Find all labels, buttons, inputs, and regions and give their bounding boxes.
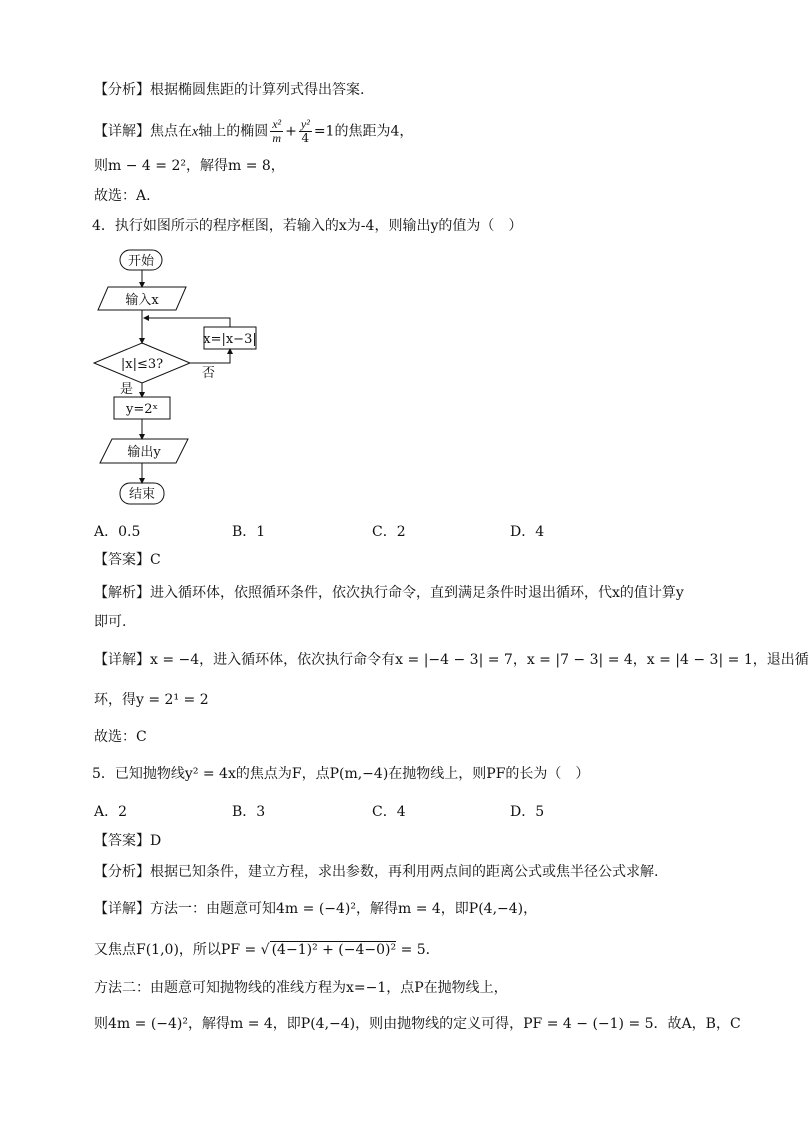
explanation-line: 【解析】进入循环体，依照循环条件，依次执行命令，直到满足条件时退出循环，代x的值计算y xyxy=(94,585,684,601)
answer-line: 【答案】C xyxy=(94,552,161,568)
detail-text: 轴上的椭圆 xyxy=(198,123,269,140)
fraction-numerator: x² xyxy=(272,117,282,131)
answer-line: 【答案】D xyxy=(94,833,162,849)
detail-line xyxy=(94,940,440,960)
detail-text: =1的焦距为4， xyxy=(313,123,414,140)
analysis-line: 【分析】根据已知条件，建立方程，求出参数，再利用两点间的距离公式或焦半径公式求解. xyxy=(94,864,659,880)
detail-text: 又焦点F(1,0)，所以PF = xyxy=(94,942,261,958)
choice-d: D．5 xyxy=(510,804,545,820)
explanation-line: 即可. xyxy=(94,614,127,630)
detail-line: 则m − 4 = 2²，解得m = 8， xyxy=(94,158,285,174)
fraction xyxy=(270,118,283,145)
no-branch-line xyxy=(190,349,230,363)
sqrt-sign: √ xyxy=(260,942,270,958)
output-label: 输出y xyxy=(127,445,161,460)
choice-c: C．4 xyxy=(372,804,406,820)
detail-line: 环，得y = 2¹ = 2 xyxy=(94,692,209,708)
choice-b: B．3 xyxy=(232,804,266,820)
choice-a: A．0.5 xyxy=(94,524,141,540)
sqrt-content: (4−1)² + (−4−0)² xyxy=(271,942,397,958)
detail-line: 【详解】方法一：由题意可知4m = (−4)²，解得m = 4，即P(4,−4)， xyxy=(94,901,538,917)
loop-back-line xyxy=(144,318,230,327)
flowchart xyxy=(92,247,257,513)
fraction xyxy=(299,118,312,145)
end-label: 结束 xyxy=(128,487,156,502)
detail-line: 【详解】焦点在x轴上的椭圆 $\frac{\text{x²}}{m}$ + $\frac{\text{y²}}{4}$ =1的焦距为4， xyxy=(94,117,414,145)
assign-label: y=2ˣ xyxy=(125,402,159,417)
question-4: 4．执行如图所示的程序框图，若输入的x为-4，则输出y的值为（ ） xyxy=(92,218,523,234)
input-label: 输入x xyxy=(125,293,159,308)
method-line: 方法二：由题意可知抛物线的准线方程为x=−1，点P在抛物线上， xyxy=(94,980,508,996)
question-5: 5．已知抛物线y² = 4x的焦点为F，点P(m,−4)在抛物线上，则PF的长为（ ） xyxy=(92,766,590,782)
selection-line: 故选：C xyxy=(94,729,147,745)
choice-a: A．2 xyxy=(94,804,128,820)
detail-text: 【详解】焦点在 xyxy=(94,123,192,140)
yes-label: 是 xyxy=(120,382,134,397)
method-line: 则4m = (−4)²，解得m = 4，即P(4,−4)，则由抛物线的定义可得，PF = 4 − (−1) = 5．故A，B，C xyxy=(94,1016,741,1032)
update-label: x=|x−3| xyxy=(203,332,257,347)
fraction-numerator: y² xyxy=(300,117,310,131)
condition-label: |x|≤3? xyxy=(120,357,164,372)
math-var: x xyxy=(192,124,199,140)
choice-b: B．1 xyxy=(232,524,266,540)
analysis-line: 【分析】根据椭圆焦距的计算列式得出答案. xyxy=(94,82,365,98)
selection-line: 故选：A. xyxy=(94,188,151,204)
fraction-denominator: 4 xyxy=(301,131,310,145)
fraction-denominator: m xyxy=(272,131,282,145)
choice-c: C．2 xyxy=(372,524,406,540)
start-label: 开始 xyxy=(127,254,155,269)
detail-text: = 5． xyxy=(396,942,440,958)
choice-d: D．4 xyxy=(510,524,545,540)
detail-line: 【详解】x = −4，进入循环体，依次执行命令有x = |−4 − 3| = 7，x = |7 − 3| = 4，x = |4 − 3| = 1，退出循 xyxy=(94,652,809,668)
no-label: 否 xyxy=(202,366,216,381)
